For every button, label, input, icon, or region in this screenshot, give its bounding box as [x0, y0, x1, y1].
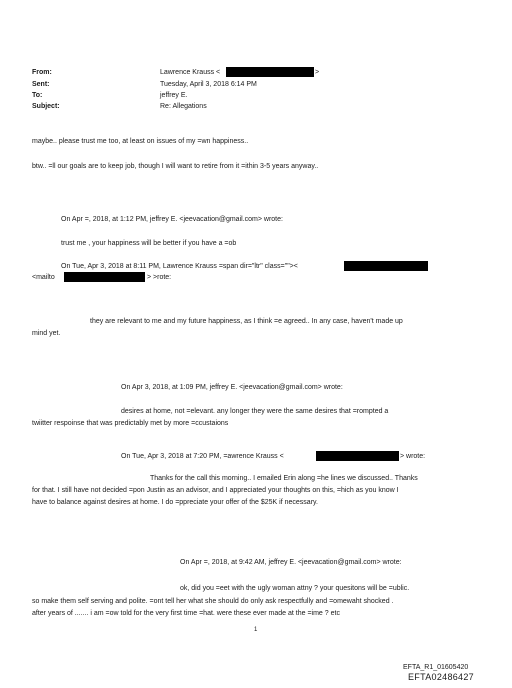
- to-label: To:: [32, 92, 43, 99]
- wrote-text: > wrote:: [400, 453, 426, 460]
- rote-text: > >rote:: [147, 274, 172, 281]
- from-value-end: >: [315, 69, 320, 76]
- from-value: Lawrence Krauss <: [160, 69, 221, 76]
- body-line: btw.. =ll our goals are to keep job, though I will want to retire from it =ithin 3-5 years anyway..: [32, 163, 319, 170]
- redaction-box: [226, 67, 314, 77]
- quote-text: Thanks for the call this morning.. I emailed Erin along =he lines we discussed.. Thanks: [150, 475, 418, 482]
- quote-header: On Apr =, 2018, at 1:12 PM, jeffrey E. <jeevacation@gmail.com> wrote:: [61, 216, 283, 223]
- mailto-text: <mailto: [32, 274, 55, 281]
- quote-text: so make them self serving and polite. =ont tell her what she should do only ask respectfully and =omewaht shocked .: [32, 598, 394, 605]
- quote-text: mind yet.: [32, 330, 61, 337]
- redaction-box: [344, 261, 428, 271]
- quote-text: they are relevant to me and my future happiness, as I think =e agreed.. In any case, haven't made up: [90, 318, 403, 325]
- redaction-box: [316, 451, 399, 461]
- footer-id-secondary: EFTA02486427: [408, 672, 474, 682]
- quote-text: ok, did you =eet with the ugly woman attny ? your quesitons will be =ublic.: [180, 585, 410, 592]
- body-line: maybe.. please trust me too, at least on issues of my =wn happiness..: [32, 138, 249, 145]
- quote-header: On Apr 3, 2018, at 1:09 PM, jeffrey E. <jeevacation@gmail.com> wrote:: [121, 384, 343, 391]
- redaction-box: [64, 272, 145, 282]
- quote-text: twiitter respoinse that was predictably met by more =ccustaions: [32, 420, 229, 427]
- page-number: 1: [254, 627, 258, 633]
- quote-text: trust me , your happiness will be better if you have a =ob: [61, 240, 237, 247]
- sent-value: Tuesday, April 3, 2018 6:14 PM: [160, 81, 257, 88]
- to-value: jeffrey E.: [160, 92, 188, 99]
- from-label: From:: [32, 69, 52, 76]
- subject-label: Subject:: [32, 103, 60, 110]
- quote-text: have to balance against desires at home. I do =ppreciate your offer of the $25K if necessary.: [32, 499, 318, 506]
- quote-text: desires at home, not =elevant. any longer they were the same desires that =rompted a: [121, 408, 389, 415]
- sent-label: Sent:: [32, 81, 50, 88]
- quote-header: On Apr =, 2018, at 9:42 AM, jeffrey E. <jeevacation@gmail.com> wrote:: [180, 559, 402, 566]
- quote-header: On Tue, Apr 3, 2018 at 8:11 PM, Lawrence Krauss =span dir="ltr" class=""><: [61, 263, 298, 270]
- quote-header: On Tue, Apr 3, 2018 at 7:20 PM, =awrence Krauss <: [121, 453, 284, 460]
- quote-text: after years of ....... i am =ow told for the very first time =hat. were these ever made at the =ime ? etc: [32, 610, 340, 617]
- footer-id-primary: EFTA_R1_01605420: [403, 664, 469, 671]
- quote-text: for that. I still have not decided =pon Justin as an advisor, and I appreciated your thoughts on this, =hich as you know I: [32, 487, 399, 494]
- subject-value: Re: Allegations: [160, 103, 207, 110]
